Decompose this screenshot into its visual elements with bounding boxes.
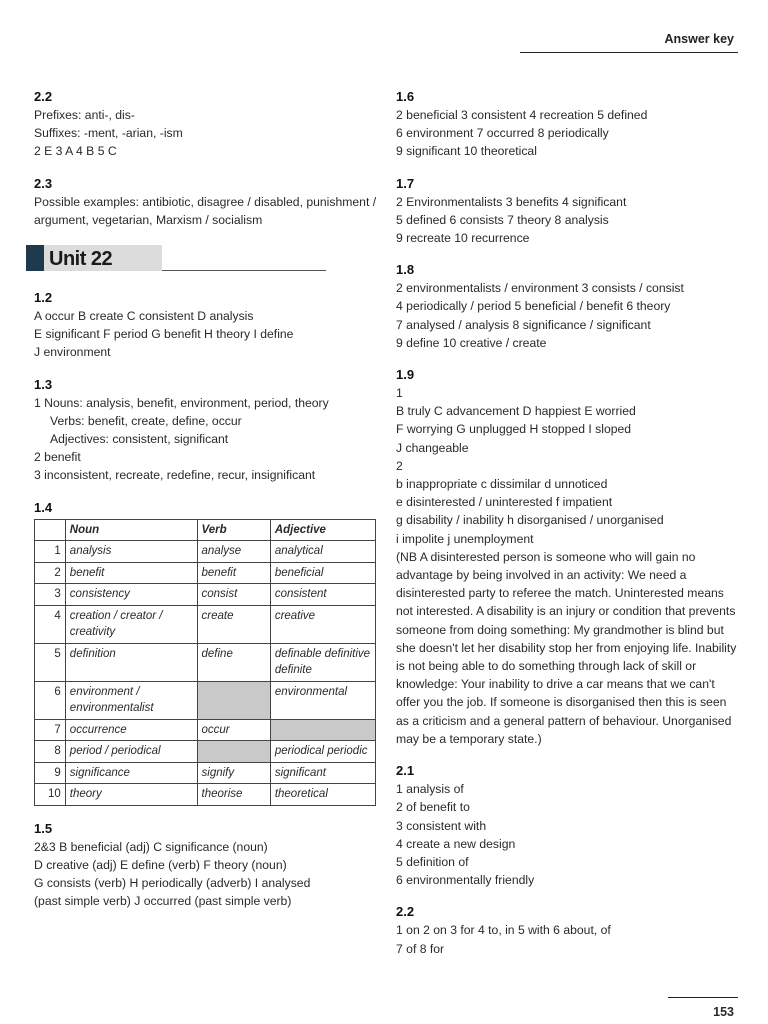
adjective-cell: theoretical xyxy=(270,784,375,806)
answer-line: J environment xyxy=(34,345,111,360)
table-header-blank xyxy=(35,519,66,541)
table-header-verb: Verb xyxy=(197,519,270,541)
table-row xyxy=(35,605,376,643)
section-2-2 xyxy=(34,88,379,161)
noun-cell: theory xyxy=(65,784,197,806)
noun-cell: occurrence xyxy=(65,719,197,741)
header-rule xyxy=(520,52,738,53)
answer-line: A occur B create C consistent D analysis xyxy=(34,309,254,324)
answer-line: 4 create a new design xyxy=(396,836,516,851)
section-heading: 1.5 xyxy=(34,820,53,836)
answer-line: F worrying G unplugged H stopped I sloped xyxy=(396,422,632,437)
table-row xyxy=(35,541,376,563)
answer-line: 9 define 10 creative / create xyxy=(396,335,547,350)
answer-line: e disinterested / uninterested f impatient xyxy=(396,495,613,510)
answer-line: 2 E 3 A 4 B 5 C xyxy=(34,144,117,159)
answer-line: 1 xyxy=(396,386,403,401)
section-heading: 2.3 xyxy=(34,175,53,191)
section-1-5 xyxy=(34,820,379,911)
usage-note: (NB A disinterested person is someone who will gain no advantage by being involved in an activity: We need a disinterested party to referee the match. Uninterested means not interested. A disability is an injury or condition that prevents someone from doing something: My grandmother is blind but she doesn't let her disability stop her from enjoying life. Inability is not being able to do something through lack of skill or knowledge: Your inability to drive a car means that we can't offer you the job. If someone is disorganised then this is seen as a criticism and a general pattern of behaviour. Unorganised may be a temporary state.) xyxy=(396,549,737,746)
answer-line: 3 inconsistent, recreate, redefine, recur, insignificant xyxy=(34,468,316,483)
noun-cell: consistency xyxy=(65,584,197,606)
noun-cell: environment / environmentalist xyxy=(65,681,197,719)
row-number: 10 xyxy=(35,784,66,806)
unit-marker xyxy=(26,245,46,271)
answer-line: Prefixes: anti-, dis- xyxy=(34,108,135,122)
section-1-6 xyxy=(396,88,741,161)
verb-cell: analyse xyxy=(197,541,270,563)
table-row xyxy=(35,643,376,681)
answer-line: 9 significant 10 theoretical xyxy=(396,144,537,159)
adjective-cell: consistent xyxy=(270,584,375,606)
adjective-cell-empty xyxy=(270,719,375,741)
answer-line: D creative (adj) E define (verb) F theory (noun) xyxy=(34,857,287,872)
row-number: 2 xyxy=(35,562,66,584)
answer-line: Verbs: benefit, create, define, occur xyxy=(50,413,242,428)
section-2-1 xyxy=(396,762,741,889)
section-heading: 1.4 xyxy=(34,499,53,515)
row-number: 3 xyxy=(35,584,66,606)
verb-cell: create xyxy=(197,605,270,643)
verb-cell: define xyxy=(197,643,270,681)
adjective-cell: significant xyxy=(270,762,375,784)
adjective-cell: analytical xyxy=(270,541,375,563)
section-heading: 1.3 xyxy=(34,376,53,392)
verb-cell: consist xyxy=(197,584,270,606)
row-number: 8 xyxy=(35,741,66,763)
answer-line: G consists (verb) H periodically (adverb) I analysed xyxy=(34,876,311,891)
table-row xyxy=(35,741,376,763)
footer-rule xyxy=(668,997,738,998)
unit-heading xyxy=(26,243,326,273)
answer-line: 4 periodically / period 5 beneficial / benefit 6 theory xyxy=(396,299,671,314)
unit-rule xyxy=(162,270,326,271)
answer-line: Possible examples: antibiotic, disagree / disabled, punishment / argument, vegetarian, Marxism / socialism xyxy=(34,194,377,227)
adjective-cell: creative xyxy=(270,605,375,643)
row-number: 6 xyxy=(35,681,66,719)
section-2-2-right xyxy=(396,903,741,957)
answer-line: g disability / inability h disorganised / unorganised xyxy=(396,513,664,528)
answer-line: 1 Nouns: analysis, benefit, environment, period, theory xyxy=(34,395,329,410)
section-heading: 1.8 xyxy=(396,262,415,278)
section-heading: 2.1 xyxy=(396,763,415,779)
answer-line: Adjectives: consistent, significant xyxy=(50,432,229,447)
adjective-cell: periodical periodic xyxy=(270,741,375,763)
unit-title: Unit 22 xyxy=(49,248,113,271)
answer-line: 2 Environmentalists 3 benefits 4 significant xyxy=(396,194,627,209)
table-row xyxy=(35,562,376,584)
section-1-7 xyxy=(396,175,741,248)
noun-cell: creation / creator / creativity xyxy=(65,605,197,643)
section-heading: 1.7 xyxy=(396,175,415,191)
section-heading: 1.2 xyxy=(34,290,53,306)
verb-cell: benefit xyxy=(197,562,270,584)
answer-line: 2 benefit xyxy=(34,450,81,465)
row-number: 1 xyxy=(35,541,66,563)
table-row xyxy=(35,784,376,806)
answer-line: 2&3 B beneficial (adj) C significance (noun) xyxy=(34,839,268,854)
answer-line: 2 environmentalists / environment 3 consists / consist xyxy=(396,281,684,296)
verb-cell: occur xyxy=(197,719,270,741)
section-heading: 2.2 xyxy=(34,89,53,104)
answer-line: 5 defined 6 consists 7 theory 8 analysis xyxy=(396,212,609,227)
verb-cell-empty xyxy=(197,741,270,763)
adjective-cell: definable definitive definite xyxy=(270,643,375,681)
word-forms-table xyxy=(34,519,376,806)
verb-cell: signify xyxy=(197,762,270,784)
answer-line: 1 on 2 on 3 for 4 to, in 5 with 6 about, of xyxy=(396,923,611,938)
answer-line: 5 definition of xyxy=(396,854,469,869)
adjective-cell: beneficial xyxy=(270,562,375,584)
answer-line: Suffixes: -ment, -arian, -ism xyxy=(34,126,183,141)
table-row xyxy=(35,762,376,784)
section-heading: 1.9 xyxy=(396,367,415,383)
table-header-noun: Noun xyxy=(65,519,197,541)
answer-line: 3 consistent with xyxy=(396,818,487,833)
section-1-8 xyxy=(396,261,741,352)
row-number: 7 xyxy=(35,719,66,741)
answer-line: 2 xyxy=(396,458,403,473)
adjective-cell: environmental xyxy=(270,681,375,719)
answer-line: J changeable xyxy=(396,440,469,455)
answer-line: 2 beneficial 3 consistent 4 recreation 5 defined xyxy=(396,108,648,122)
noun-cell: period / periodical xyxy=(65,741,197,763)
answer-line: 6 environmentally friendly xyxy=(396,873,535,888)
noun-cell: significance xyxy=(65,762,197,784)
answer-line: 2 of benefit to xyxy=(396,800,470,815)
section-1-3 xyxy=(34,376,379,485)
verb-cell: theorise xyxy=(197,784,270,806)
section-1-2 xyxy=(34,289,379,362)
noun-cell: analysis xyxy=(65,541,197,563)
answer-line: 7 of 8 for xyxy=(396,941,445,956)
answer-line: 1 analysis of xyxy=(396,782,464,797)
noun-cell: definition xyxy=(65,643,197,681)
row-number: 5 xyxy=(35,643,66,681)
answer-line: b inappropriate c dissimilar d unnoticed xyxy=(396,477,608,492)
table-header-adjective: Adjective xyxy=(270,519,375,541)
verb-cell-empty xyxy=(197,681,270,719)
table-row xyxy=(35,719,376,741)
answer-line: i impolite j unemployment xyxy=(396,531,534,546)
section-1-4 xyxy=(34,499,379,806)
answer-line: (past simple verb) J occurred (past simple verb) xyxy=(34,894,292,909)
page-number: 153 xyxy=(713,1005,734,1019)
header-title: Answer key xyxy=(664,32,734,46)
section-heading: 1.6 xyxy=(396,89,415,104)
row-number: 9 xyxy=(35,762,66,784)
table-row xyxy=(35,584,376,606)
answer-line: 7 analysed / analysis 8 significance / significant xyxy=(396,317,651,332)
answer-line: 6 environment 7 occurred 8 periodically xyxy=(396,126,609,141)
answer-line: B truly C advancement D happiest E worried xyxy=(396,404,636,419)
right-column xyxy=(396,88,741,972)
noun-cell: benefit xyxy=(65,562,197,584)
answer-line: E significant F period G benefit H theory I define xyxy=(34,327,294,342)
section-1-9 xyxy=(396,366,741,748)
section-2-3 xyxy=(34,175,379,229)
table-row xyxy=(35,681,376,719)
row-number: 4 xyxy=(35,605,66,643)
section-heading: 2.2 xyxy=(396,904,415,920)
left-column xyxy=(34,88,379,924)
answer-line: 9 recreate 10 recurrence xyxy=(396,231,530,246)
table-header-row xyxy=(35,519,376,541)
